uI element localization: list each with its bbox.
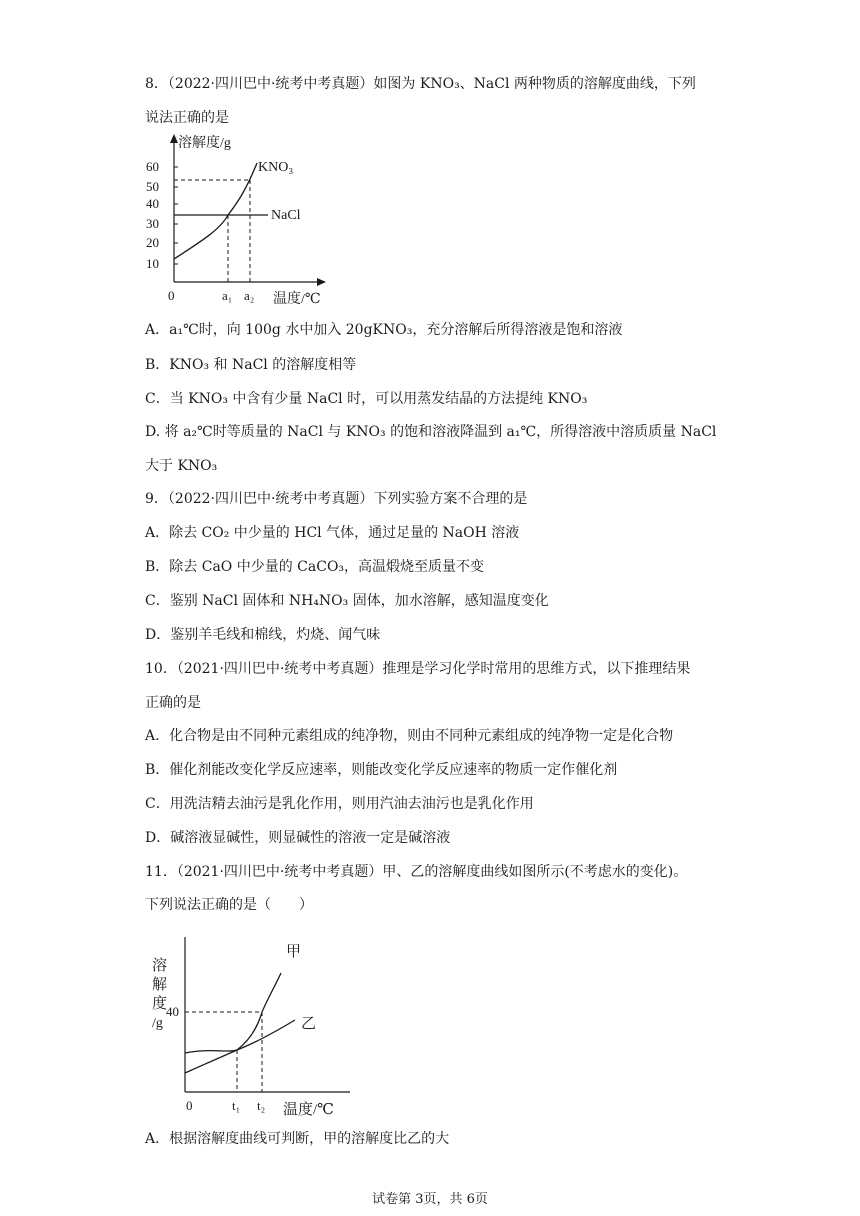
q8-x-arrow (317, 278, 326, 286)
q8-option-c: C．当 KNO₃ 中含有少量 NaCl 时，可以用蒸发结晶的方法提纯 KNO₃ (145, 391, 588, 407)
q9-header: 9．（2022·四川巴中·统考中考真题）下列实验方案不合理的是 (145, 491, 528, 507)
q11-xtick-t2: t₂ (257, 1098, 266, 1113)
q11-header: 11．（2021·四川巴中·统考中考真题）甲、乙的溶解度曲线如图所示(不考虑水的变化)。 (145, 864, 688, 880)
q8-option-a: A．a₁℃时，向 100g 水中加入 20gKNO₃，充分溶解后所得溶液是饱和溶液 (145, 322, 623, 338)
q8-xtick-a2: a₂ (244, 288, 255, 303)
q10-option-c: C．用洗洁精去油污是乳化作用，则用汽油去油污也是乳化作用 (145, 796, 534, 812)
q9-option-d: D．鉴别羊毛线和棉线，灼烧、闻气味 (145, 627, 381, 643)
q9-option-c: C．鉴别 NaCl 固体和 NH₄NO₃ 固体，加水溶解，感知温度变化 (145, 593, 549, 609)
q11-y-label-2: 解 (152, 977, 168, 993)
q11-jia-label: 甲 (286, 944, 302, 960)
q8-origin: 0 (168, 288, 175, 303)
q11-y-label-3: 度 (152, 996, 168, 1012)
q8-ytick-60: 60 (146, 159, 159, 174)
q8-kno3-label: KNO₃ (258, 160, 294, 175)
q8-option-d-cont: 大于 KNO₃ (145, 458, 218, 474)
q8-header: 8．（2022·四川巴中·统考中考真题）如图为 KNO₃、NaCl 两种物质的溶解度曲线，下列 (145, 76, 696, 92)
q8-kno3-curve (174, 163, 257, 259)
q8-nacl-label: NaCl (271, 208, 301, 223)
q8-ytick-30: 30 (146, 216, 159, 231)
q9-option-a: A．除去 CO₂ 中少量的 HCl 气体，通过足量的 NaOH 溶液 (145, 525, 520, 541)
q11-y-label-1: 溶 (152, 958, 168, 974)
q9-option-b: B．除去 CaO 中少量的 CaCO₃，高温煅烧至质量不变 (145, 559, 485, 575)
q11-header-cont: 下列说法正确的是（ ） (145, 897, 313, 913)
q11-yi-label: 乙 (301, 1016, 317, 1032)
q8-solubility-chart (140, 132, 340, 307)
q8-y-arrow (170, 134, 178, 143)
q8-xtick-a1: a₁ (222, 288, 233, 303)
q10-option-a: A．化合物是由不同种元素组成的纯净物，则由不同种元素组成的纯净物一定是化合物 (145, 728, 674, 744)
page-footer: 试卷第 3页，共 6页 (372, 1192, 488, 1207)
q10-header: 10．（2021·四川巴中·统考中考真题）推理是学习化学时常用的思维方式，以下推理结果 (145, 661, 691, 677)
q11-jia-curve (185, 973, 281, 1073)
q8-y-label: 溶解度/g (178, 136, 231, 151)
q11-solubility-chart (140, 932, 360, 1137)
q8-ytick-50: 50 (146, 179, 159, 194)
q8-option-d: D. 将 a₂℃时等质量的 NaCl 与 KNO₃ 的饱和溶液降温到 a₁℃，所得溶液中溶质质量 NaCl (145, 424, 717, 440)
q11-option-a: A．根据溶解度曲线可判断，甲的溶解度比乙的大 (145, 1131, 450, 1147)
q10-header-cont: 正确的是 (145, 695, 201, 711)
q11-xtick-t1: t₁ (232, 1098, 241, 1113)
q8-option-b: B．KNO₃ 和 NaCl 的溶解度相等 (145, 357, 357, 373)
q8-header-cont: 说法正确的是 (145, 110, 229, 126)
q8-ytick-10: 10 (146, 256, 159, 271)
q11-ytick-40: 40 (166, 1004, 179, 1019)
q10-option-b: B．催化剂能改变化学反应速率，则能改变化学反应速率的物质一定作催化剂 (145, 762, 618, 778)
q10-option-d: D．碱溶液显碱性，则显碱性的溶液一定是碱溶液 (145, 830, 451, 846)
q8-ytick-20: 20 (146, 235, 159, 250)
q8-ytick-40: 40 (146, 196, 159, 211)
q8-x-label: 温度/℃ (273, 292, 321, 307)
q11-y-label-4: /g (152, 1016, 163, 1031)
q11-x-label: 温度/℃ (283, 1102, 334, 1118)
q11-origin: 0 (186, 1098, 193, 1113)
